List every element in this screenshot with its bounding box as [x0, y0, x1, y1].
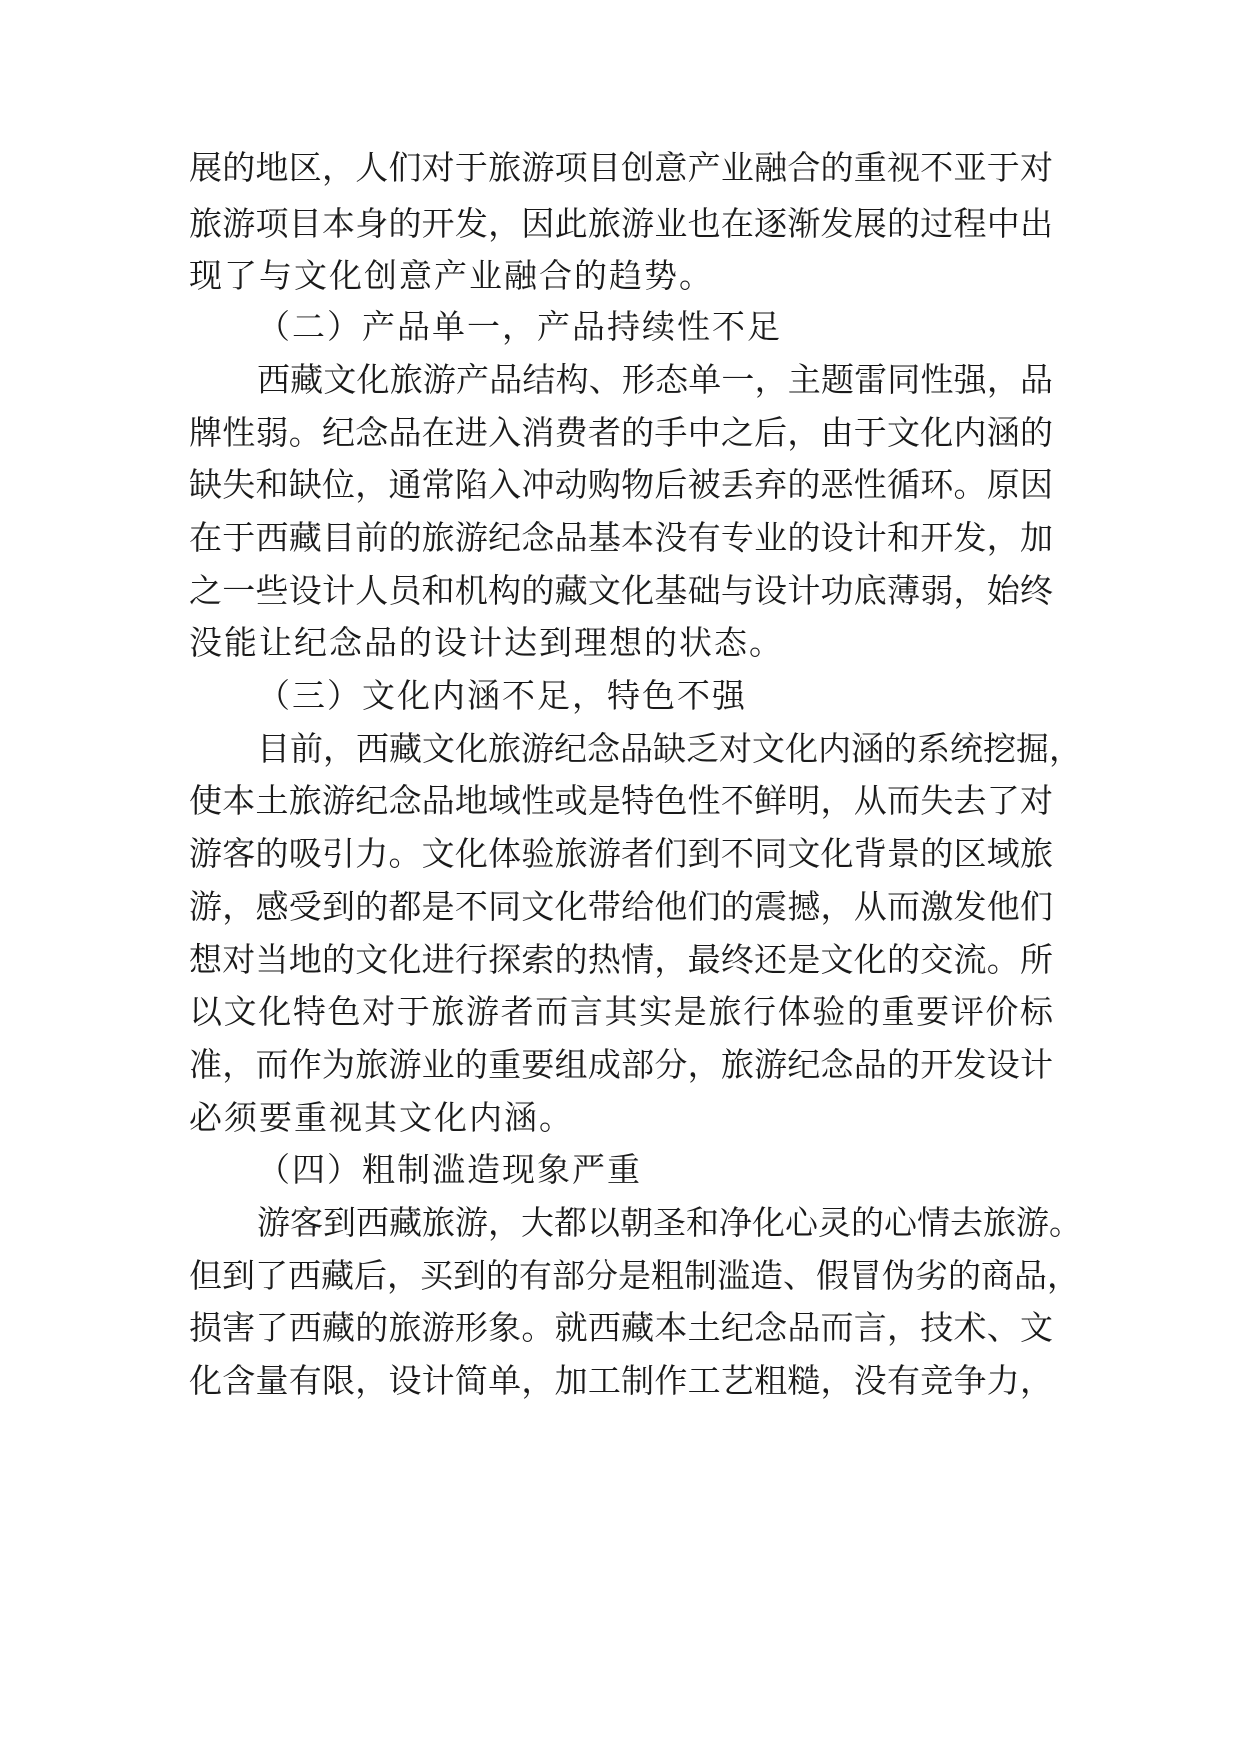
text-line: 游，感受到的都是不同文化带给他们的震撼，从而激发他们 — [189, 887, 1053, 926]
text-line: 旅游项目本身的开发，因此旅游业也在逐渐发展的过程中出 — [189, 204, 1053, 243]
text-line: 想对当地的文化进行探索的热情，最终还是文化的交流。所 — [189, 940, 1053, 979]
text-line: 没能让纪念品的设计达到理想的状态。 — [189, 623, 784, 662]
text-line: 使本土旅游纪念品地域性或是特色性不鲜明，从而失去了对 — [189, 781, 1053, 820]
text-line: 必须要重视其文化内涵。 — [189, 1098, 574, 1137]
text-line: 目前，西藏文化旅游纪念品缺乏对文化内涵的系统挖掘， — [257, 729, 1082, 768]
text-line: 以文化特色对于旅游者而言其实是旅行体验的重要评价标 — [189, 992, 1053, 1031]
text-line: 游客到西藏旅游，大都以朝圣和净化心灵的心情去旅游。 — [257, 1203, 1082, 1242]
text-line: 游客的吸引力。文化体验旅游者们到不同文化背景的区域旅 — [189, 834, 1053, 873]
text-line: 之一些设计人员和机构的藏文化基础与设计功底薄弱，始终 — [189, 571, 1053, 610]
text-line: 准，而作为旅游业的重要组成部分，旅游纪念品的开发设计 — [189, 1045, 1053, 1084]
section-heading: （三）文化内涵不足，特色不强 — [257, 676, 747, 715]
text-line: 但到了西藏后，买到的有部分是粗制滥造、假冒伪劣的商品， — [189, 1256, 1080, 1295]
text-line: 缺失和缺位，通常陷入冲动购物后被丢弃的恶性循环。原因 — [189, 465, 1053, 504]
text-line: 在于西藏目前的旅游纪念品基本没有专业的设计和开发，加 — [189, 518, 1053, 557]
section-heading: （四）粗制滥造现象严重 — [257, 1150, 642, 1189]
text-line: 展的地区，人们对于旅游项目创意产业融合的重视不亚于对 — [189, 148, 1053, 187]
section-heading: （二）产品单一，产品持续性不足 — [257, 307, 782, 346]
text-line: 牌性弱。纪念品在进入消费者的手中之后，由于文化内涵的 — [189, 413, 1053, 452]
text-line: 损害了西藏的旅游形象。就西藏本土纪念品而言，技术、文 — [189, 1308, 1053, 1347]
text-line: 现了与文化创意产业融合的趋势。 — [189, 256, 714, 295]
text-line: 化含量有限，设计简单，加工制作工艺粗糙，没有竞争力， — [189, 1361, 1053, 1400]
text-line: 西藏文化旅游产品结构、形态单一，主题雷同性强，品 — [257, 360, 1053, 399]
